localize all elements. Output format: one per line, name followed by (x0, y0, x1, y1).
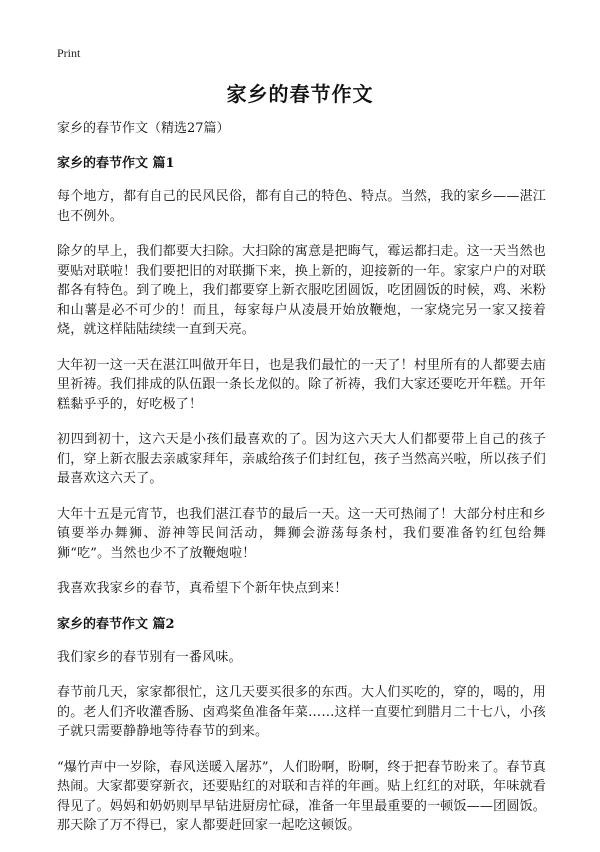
paragraph: 初四到初十，这六天是小孩们最喜欢的了。因为这六天大人们都要带上自己的孩子们，穿上新衣服去亲戚家拜年，亲戚给孩子们封红包，孩子当然高兴啦，所以孩子们最喜欢这六天了。 (57, 432, 546, 486)
print-link[interactable]: Print (57, 46, 81, 60)
paragraph: 春节前几天，家家都很忙，这几天要买很多的东西。大人们买吃的，穿的，喝的，用的。老人们齐收灌香肠、卤鸡桨鱼准备年菜……这样一直要忙到腊月二十七八，小孩子就只需要静静地等待春节的到来。 (57, 685, 546, 739)
article-subtitle: 家乡的春节作文（精选27篇） (57, 121, 230, 136)
paragraph: 每个地方，都有自己的民风民俗，都有自己的特色、特点。当然，我的家乡——湛江也不例外。 (57, 189, 546, 224)
paragraph: 除夕的早上，我们都要大扫除。大扫除的寓意是把晦气，霉运都扫走。这一天当然也要贴对联啦！我们要把旧的对联撕下来，换上新的，迎接新的一年。家家户户的对联都各有特色。到了晚上，我们都要穿上新衣服吃团圆饭，吃团圆饭的时候，鸡、米粉和山薯是必不可少的！而且，每家每户从凌晨开始放鞭炮，一家烧完另一家又接着烧，就这样陆陆续续一直到天亮。 (57, 244, 546, 337)
section-heading: 家乡的春节作文 篇2 (57, 616, 175, 632)
article-body (57, 119, 546, 852)
paragraph: 我喜欢我家乡的春节，真希望下个新年快点到来！ (57, 581, 348, 596)
section-2 (57, 615, 546, 836)
section-heading: 家乡的春节作文 篇1 (57, 156, 175, 171)
paragraph: 大年十五是元宵节，也我们湛江春节的最后一天。这一天可热闹了！大部分村庄和乡镇要举办舞狮、游神等民间活动，舞狮会游荡每条村，我们要准备钓红包给舞狮“吃”。当然也少不了放鞭炮啦！ (57, 506, 546, 561)
paragraph: 大年初一这一天在湛江叫做开年日，也是我们最忙的一天了！村里所有的人都要去庙里祈祷。我们排成的队伍跟一条长龙似的。除了祈祷，我们大家还要吃开年糕。开年糕黏乎乎的，好吃极了！ (57, 357, 546, 412)
page-title: 家乡的春节作文 (226, 82, 374, 106)
section-1 (57, 154, 546, 599)
paragraph: 我们家乡的春节别有一番风味。 (57, 649, 242, 665)
paragraph: “爆竹声中一岁除，春风送暖入屠苏”，人们盼啊，盼啊，终于把春节盼来了。春节真热闹。大家都要穿新衣，还要贴红的对联和吉祥的年画。贴上红红的对联，年味就看得见了。妈妈和奶奶则早早钻进厨房忙碌，准备一年里最重要的一顿饭——团圆饭。那天除了万不得已，家人都要赶回家一起吃这顿饭。 (57, 759, 546, 833)
